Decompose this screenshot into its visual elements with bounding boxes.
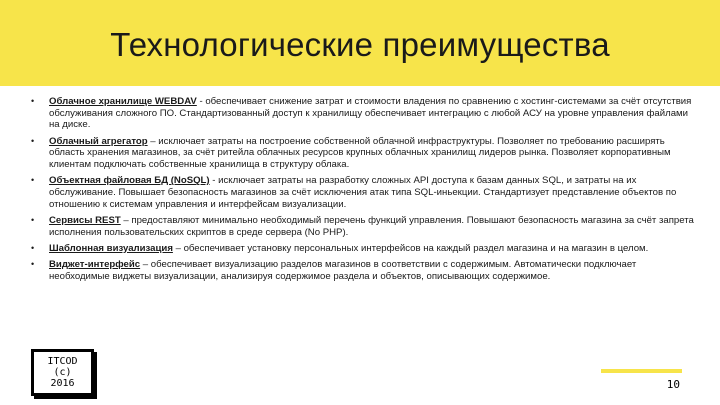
bullet-item [31, 136, 697, 171]
bullet-dot-icon: • [31, 96, 35, 106]
bullet-text: – исключает затраты на построение собственной облачной инфраструктуры. Позволяет по требованию расширять область хранения магазинов, за счёт ритейла облачных ресурсов крупных облачных хранилищ лидеров рынка. Позволяет корпоративным клиентам подключать собственные хранилища в структуру облака. [49, 135, 671, 171]
bullet-dot-icon: • [31, 242, 35, 253]
bullet-dot-icon: • [31, 135, 35, 146]
bullet-dot-icon: • [31, 175, 35, 186]
bullet-text: – предоставляют минимально необходимый перечень функций управления. Повышают безопасность магазина за счёт запрета исполнения пользовательских скриптов в среде сервера (No PHP). [49, 214, 694, 238]
bullet-term: Объектная файловая БД (NoSQL) [49, 175, 210, 187]
bullet-term: Шаблонная визуализация [49, 242, 173, 254]
bullet-item [31, 96, 697, 131]
slide-title: Технологические преимущества [110, 26, 610, 63]
bullet-text: – обеспечивает установку персональных интерфейсов на каждый раздел магазина и на магазин в целом. [172, 242, 649, 254]
bullet-text: - исключает затраты на разработку сложных API доступа к базам данных SQL, и затраты на их обслуживание. Повышает безопасность магазинов за счёт исключения атак типа SQL-иньекции. Стандартизует представление объектов по отношению к системам управления и интерфейсам визуализации. [49, 175, 677, 210]
bullet-item [31, 175, 697, 210]
bullet-dot-icon: • [31, 258, 35, 269]
bullet-text: – обеспечивает визуализацию разделов магазинов в соответствии с содержимым. Автоматически подключает необходимые виджеты визуализации, анализируя содержимое раздела и объектов, описывающих содержимое. [49, 258, 637, 282]
bullet-dot-icon: • [31, 214, 35, 225]
logo-line: ITCOD [47, 356, 78, 367]
itcod-logo [31, 349, 94, 396]
bullet-item [31, 215, 697, 238]
bullet-item [31, 259, 697, 282]
bullet-term: Облачное хранилище WEBDAV [49, 96, 197, 107]
page-number: 10 [666, 378, 680, 391]
bullet-item [31, 243, 697, 255]
footer-accent-bar [601, 369, 682, 373]
bullet-list [31, 96, 697, 282]
bullet-text: - обеспечивает снижение затрат и стоимости владения по сравнению с хостинг-системами за счёт отсутствия обслуживания сложного ПО. Стандартизованный доступ к хранилищу обеспечивает интеграцию с любой АСУ на уровне управления файлами на диске. [49, 96, 692, 131]
bullet-term: Сервисы REST [49, 214, 121, 226]
bullet-term: Виджет-интерфейс [49, 258, 141, 270]
logo-line: 2016 [50, 378, 75, 389]
bullet-term: Облачный агрегатор [49, 135, 148, 147]
logo-line: (c) [53, 367, 72, 378]
